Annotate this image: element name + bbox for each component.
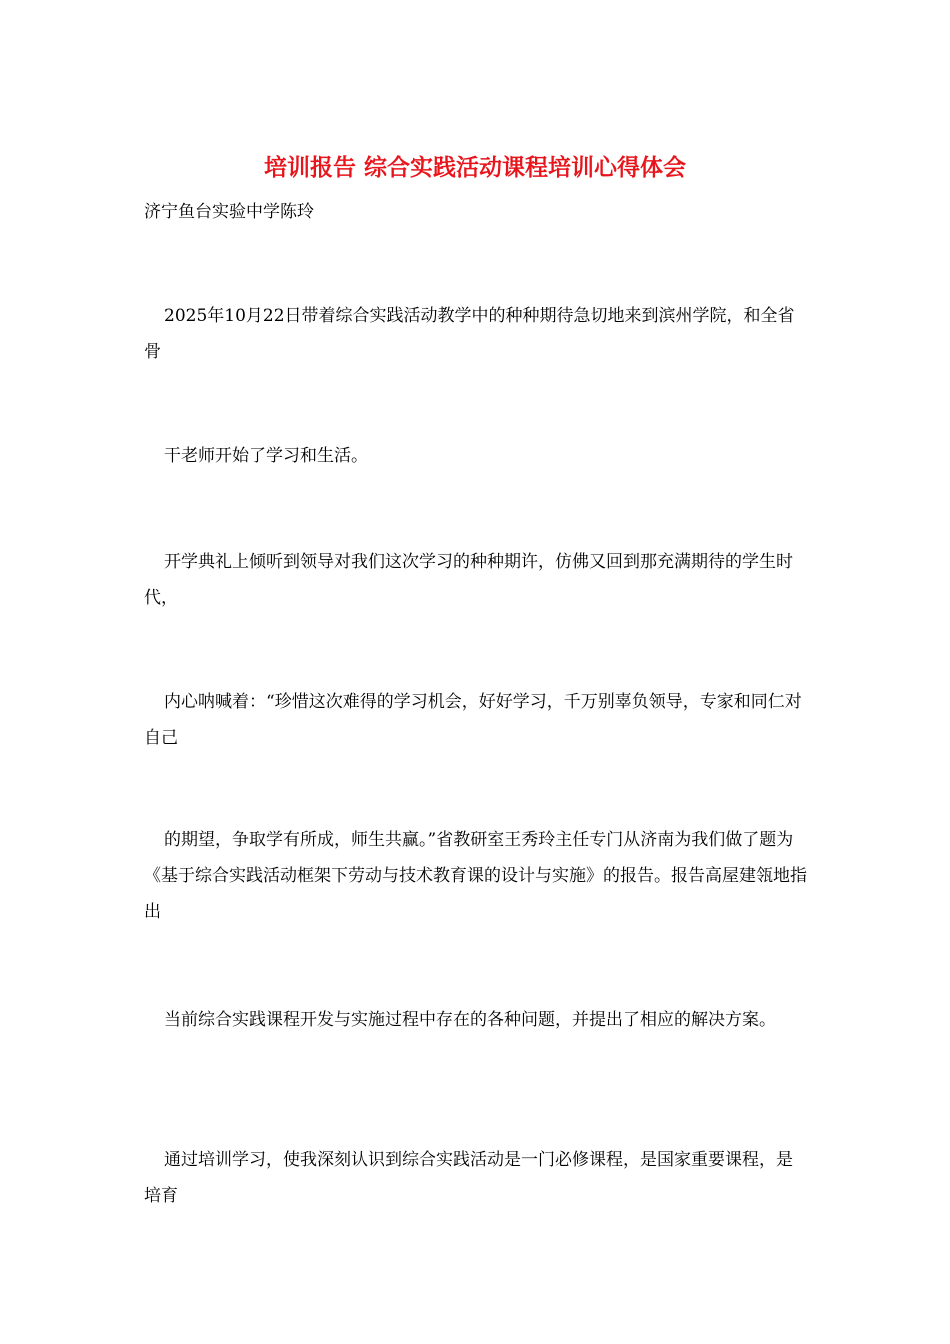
paragraph-7: 通过培训学习，使我深刻认识到综合实践活动是一门必修课程，是国家重要课程，是培育 xyxy=(144,1150,793,1206)
document-title: 培训报告 综合实践活动课程培训心得体会 xyxy=(263,154,686,181)
paragraph-4: 内心呐喊着：“珍惜这次难得的学习机会，好好学习，千万别辜负领导，专家和同仁对自己 xyxy=(144,692,802,748)
paragraph-1: 2025年10月22日带着综合实践活动教学中的种种期待急切地来到滨州学院，和全省骨 xyxy=(144,306,795,362)
paragraph-2: 干老师开始了学习和生活。 xyxy=(164,446,368,466)
paragraph-6: 当前综合实践课程开发与实施过程中存在的各种问题，并提出了相应的解决方案。 xyxy=(164,1010,776,1030)
paragraph-3: 开学典礼上倾听到领导对我们这次学习的种种期许，仿佛又回到那充满期待的学生时代， xyxy=(144,552,793,608)
author-line: 济宁鱼台实验中学陈玲 xyxy=(144,202,314,222)
paragraph-5: 的期望，争取学有所成，师生共赢。”省教研室王秀玲主任专门从济南为我们做了题为《基于综合实践活动框架下劳动与技术教育课的设计与实施》的报告。报告高屋建瓴地指出 xyxy=(144,830,807,922)
